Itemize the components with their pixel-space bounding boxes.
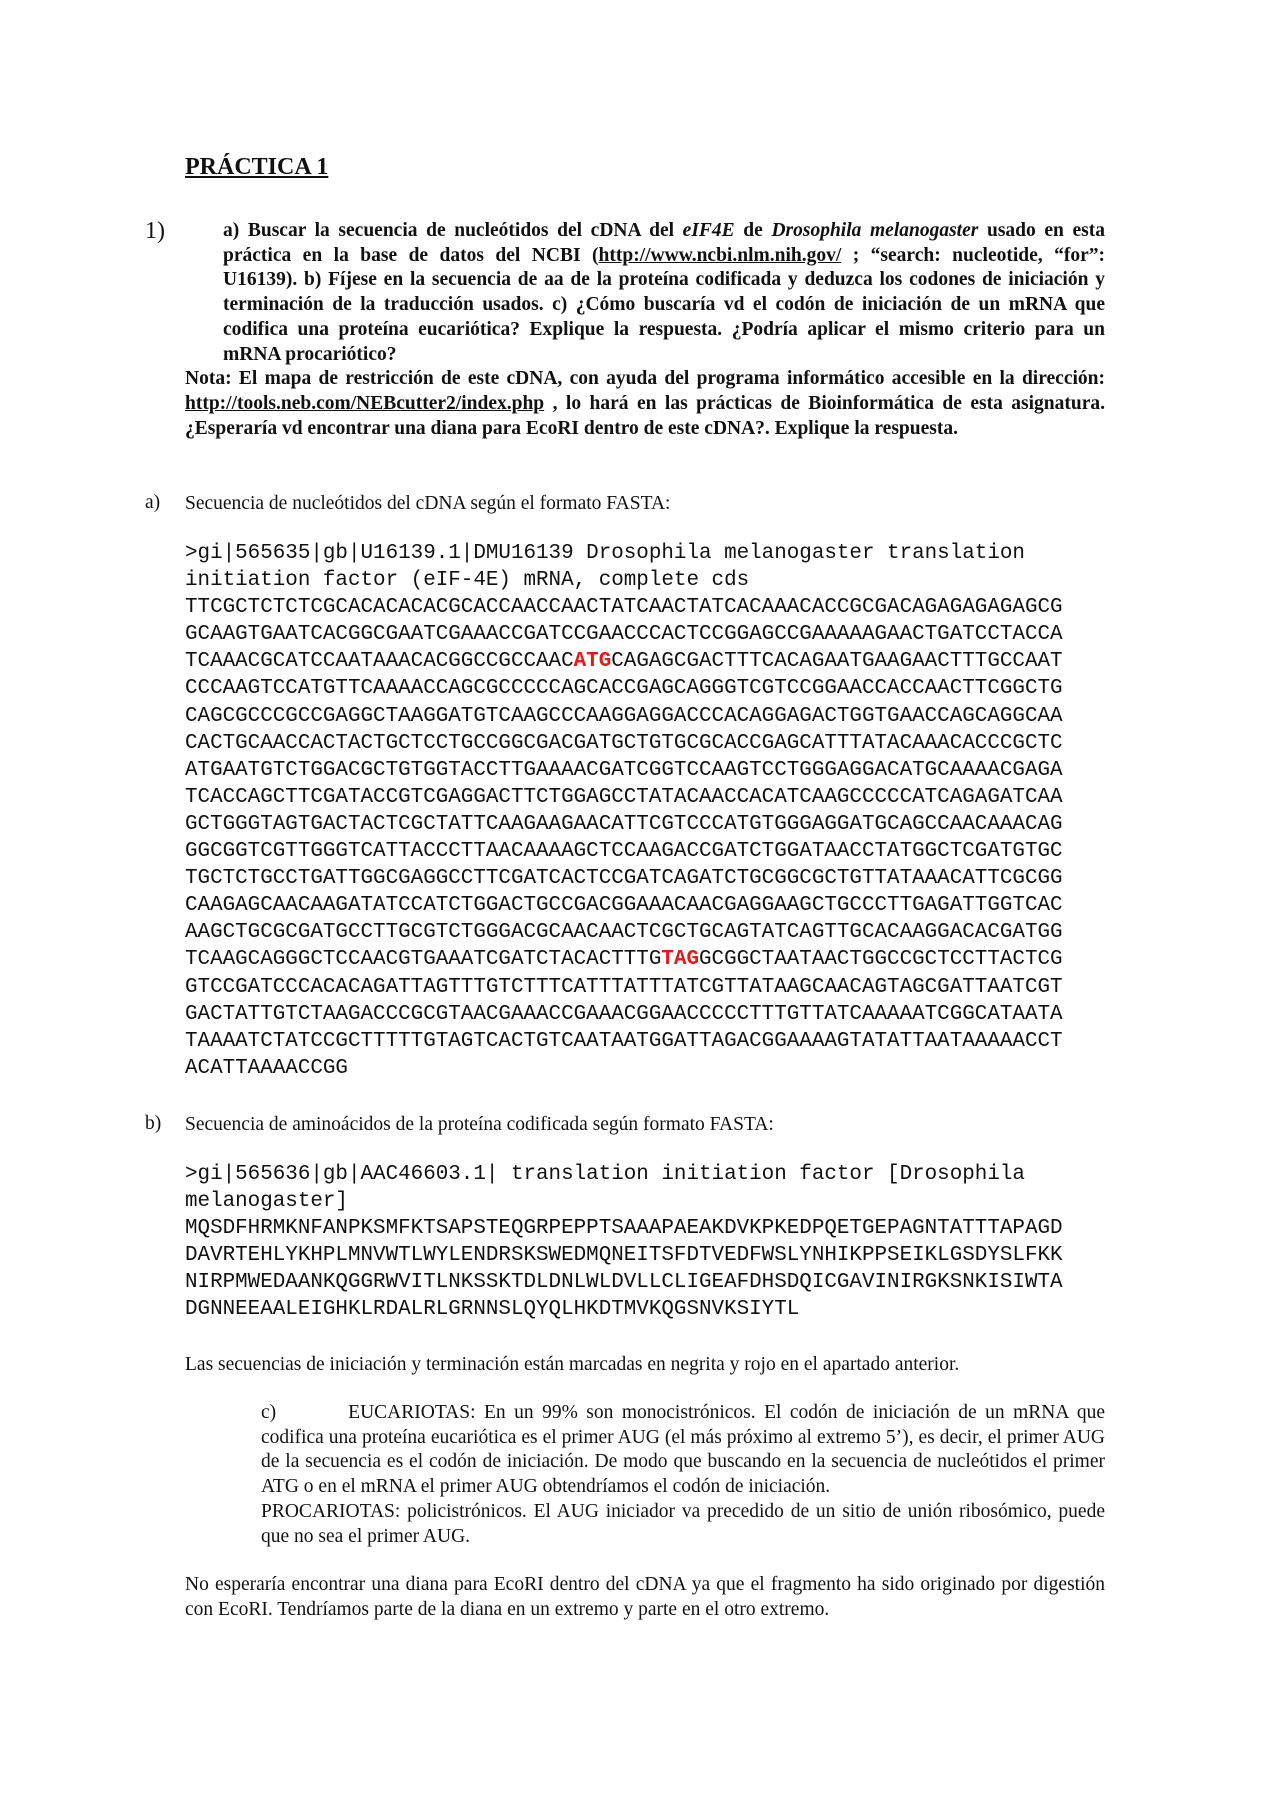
fasta-header: >gi|565635|gb|U16139.1|DMU16139 Drosophila melanogaster translation (185, 542, 1025, 565)
prokaryote-paragraph (185, 1500, 1105, 1549)
answer-b-note: Las secuencias de iniciación y terminación están marcadas en negrita y rojo en el apartado anterior. (185, 1354, 960, 1375)
species-name: Drosophila melanogaster (771, 220, 979, 241)
seq-line: AAGCTGCGCGATGCCTTGCGTCTGGGACGCAACAACTCGCTGCAGTATCAGTTGCACAAGGACACGATGG (185, 921, 1063, 945)
seq-line: GGCGGTCGTTGGGTCATTACCCTTAACAAAAGCTCCAAGACCGATCTGGATAACCTATGGCTCGATGTGC (185, 840, 1063, 864)
nebcutter-link[interactable]: http://tools.neb.com/NEBcutter2/index.php (185, 392, 545, 414)
prokaryote-text: policistrónicos. El AUG iniciador va precedido de un sitio de unión ribosómico, puede que no sea el primer AUG. (261, 1500, 1105, 1547)
seq-fragment: TCAAACGCATCCAATAAACACGGCCGCCAAC (185, 650, 574, 674)
aa-line: NIRPMWEDAANKQGGRWVITLNKSSKTDLDNLWLDVLLCLIGEAFDHSDQICGAVINIRGKSNKISIWTA (185, 1271, 1063, 1295)
seq-line: ACATTAAAACCGG (185, 1056, 348, 1080)
answer-c (185, 1401, 1105, 1549)
fasta-header: initiation factor (eIF-4E) mRNA, complete cds (185, 569, 750, 593)
page-title: PRÁCTICA 1 (185, 154, 329, 180)
protein-fasta (185, 1161, 1115, 1324)
eukaryote-paragraph (185, 1401, 1105, 1500)
seq-line: TGCTCTGCCTGATTGGCGAGGCCTTCGATCACTCCGATCAGATCTGCGGCGCTGTTATAAACATTCGCGG (185, 867, 1063, 891)
question-part: ; “search: nucleotide, “for”: U16139). b) Fíjese en la secuencia de aa de la proteína codificada y deduzca los codones de iniciación y terminación de la traducción usados. c) ¿Cómo buscaría vd el codón de iniciación de un mRNA que codifica una proteína eucariótica? Explique la respuesta. ¿Podría aplicar el mismo criterio para un mRNA procariótico? (223, 244, 1105, 365)
seq-line: ATGAATGTCTGGACGCTGTGGTACCTTGAAAACGATCGGTCCAAGTCCTGGGAGGACATGCAAAACGAGA (185, 758, 1063, 782)
aa-line: DAVRTEHLYKHPLMNVWTLWYLENDRSKSWEDMQNEITSFDTVEDFWSLYNHIKPPSEIKLGSDYSLFKK (185, 1244, 1063, 1268)
question-part: a) Buscar la secuencia de nucleótidos del cDNA del (223, 220, 683, 241)
seq-line: GCTGGGTAGTGACTACTCGCTATTCAAGAAGAACATTCGTCCCATGTGGGAGGATGCAGCCAACAAACAG (185, 812, 1063, 836)
answer-a-marker: a) (145, 492, 161, 513)
eukaryote-text: En un 99% son monocistrónicos. El codón de iniciación de un mRNA que codifica una proteína eucariótica es el primer AUG (el más próximo al extremo 5’), es decir, el primer AUG de la secuencia es el codón de iniciación. De modo que buscando en la secuencia de nucleótidos el primer ATG o en el mRNA el primer AUG obtendríamos el codón de iniciación. (261, 1402, 1105, 1498)
question-part: de (734, 220, 772, 241)
answer-b-intro: Secuencia de aminoácidos de la proteína codificada según formato FASTA: (185, 1114, 774, 1135)
fasta-header: melanogaster] (185, 1190, 348, 1214)
start-codon: ATG (573, 650, 612, 674)
prokaryote-label: PROCARIOTAS: (261, 1500, 401, 1522)
seq-line: GCAAGTGAATCACGGCGAATCGAAACCGATCCGAACCCACTCCGGAGCCGAAAAAGAACTGATCCTACCA (185, 623, 1063, 647)
seq-line: CACTGCAACCACTACTGCTCCTGCCGGCGACGATGCTGTGCGCACCGAGCATTTATACAAACACCCGCTC (185, 731, 1063, 755)
seq-line: TCACCAGCTTCGATACCGTCGAGGACTTCTGGAGCCTATACAACCACATCAAGCCCCCATCAGAGATCAA (185, 785, 1063, 809)
fasta-header: >gi|565636|gb|AAC46603.1| translation initiation factor [Drosophila (185, 1163, 1025, 1186)
seq-line: TTCGCTCTCTCGCACACACACGCACCAACCAACTATCAACTATCACAAACACCGCGACAGAGAGAGAGCG (185, 596, 1063, 620)
note-part: Nota: El mapa de restricción de este cDNA, con ayuda del programa informático accesible en la dirección: (185, 368, 1105, 390)
seq-line (185, 946, 1115, 973)
question-note (185, 367, 1105, 441)
seq-line: CAAGAGCAACAAGATATCCATCTGGACTGCCGACGGAAACAACGAGGAAGCTGCCCTTGAGATTGGTCAC (185, 894, 1063, 918)
aa-line: DGNNEEAALEIGHKLRDALRLGRNNSLQYQLHKDTMVKQGSNVKSIYTL (185, 1298, 800, 1322)
answer-a-intro: Secuencia de nucleótidos del cDNA según el formato FASTA: (185, 493, 671, 514)
question-body (185, 219, 1105, 367)
seq-line: GACTATTGTCTAAGACCCGCGTAACGAAACCGAAACGGAACCCCCTTTGTTATCAAAAATCGGCATAATA (185, 1002, 1063, 1026)
question-part: usado en esta práctica en la base de datos del NCBI ( (223, 220, 1105, 266)
answer-b-marker: b) (145, 1113, 162, 1134)
seq-fragment: GCGGCTAATAACTGGCCGCTCCTTACTCG (699, 948, 1063, 972)
gene-name: eIF4E (682, 220, 735, 241)
seq-line: TAAAATCTATCCGCTTTTTGTAGTCACTGTCAATAATGGATTAGACGGAAAAGTATATTAATAAAAACCT (185, 1029, 1063, 1053)
answer-c-marker: c) (261, 1402, 277, 1423)
seq-line: CCCAAGTCCATGTTCAAAACCAGCGCCCCCAGCACCGAGCAGGGTCGTCCGGAACCACCAACTTCGGCTG (185, 677, 1063, 701)
seq-line: GTCCGATCCCACACAGATTAGTTTGTCTTTCATTTATTTATCGTTATAAGCAACAGTAGCGATTAATCGT (185, 975, 1063, 999)
conclusion-paragraph: No esperaría encontrar una diana para EcoRI dentro del cDNA ya que el fragmento ha sido originado por digestión con EcoRI. Tendríamos parte de la diana en un extremo y parte en el otro extremo. (185, 1574, 1105, 1620)
question-number: 1) (145, 218, 165, 244)
seq-line: CAGCGCCCGCCGAGGCTAAGGATGTCAAGCCCAAGGAGGACCCACAGGAGACTGGTGAACCAGCAGGCAA (185, 704, 1063, 728)
nucleotide-fasta (185, 540, 1115, 1082)
aa-line: MQSDFHRMKNFANPKSMFKTSAPSTEQGRPEPPTSAAAPAEAKDVKPKEDPQETGEPAGNTATTTAPAGD (185, 1217, 1063, 1241)
stop-codon: TAG (661, 948, 699, 972)
seq-line (185, 648, 1115, 675)
seq-fragment: TCAAGCAGGGCTCCAACGTGAAATCGATCTACACTTTG (185, 948, 662, 972)
ncbi-link[interactable]: http://www.ncbi.nlm.nih.gov/ (598, 244, 842, 266)
question-text (185, 219, 1105, 441)
eukaryote-label: EUCARIOTAS: (348, 1402, 476, 1423)
seq-fragment: CAGAGCGACTTTCACAGAATGAAGAACTTTGCCAAT (611, 650, 1063, 674)
note-part: , lo hará en las prácticas de Bioinformática de esta asignatura. ¿Esperaría vd encontrar una diana para EcoRI dentro de este cDNA?. Explique la respuesta. (185, 392, 1105, 439)
